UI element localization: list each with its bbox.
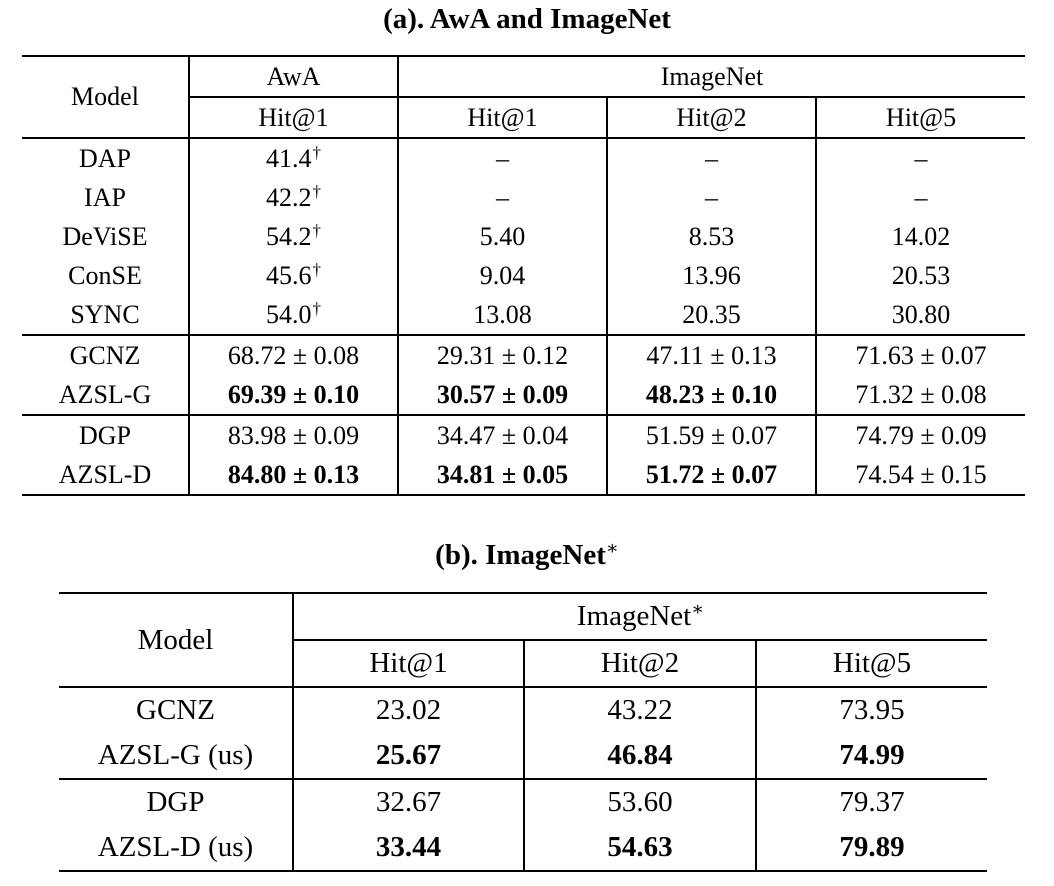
value-cell-best: 51.72 ± 0.07: [607, 455, 816, 495]
header-hit1: Hit@1: [293, 640, 524, 687]
value-cell: 23.02: [293, 687, 524, 733]
header-group-awa: AwA: [189, 56, 398, 97]
value-cell-best: 48.23 ± 0.10: [607, 375, 816, 415]
table-row: [22, 178, 1025, 217]
value-cell: 8.53: [607, 217, 816, 256]
value-cell: 13.08: [398, 295, 607, 335]
table-row: [59, 825, 987, 871]
header-model: Model: [59, 593, 293, 687]
value-cell: 9.04: [398, 256, 607, 295]
value-cell: –: [607, 178, 816, 217]
value-cell: 83.98 ± 0.09: [189, 415, 398, 455]
value-cell: 71.63 ± 0.07: [816, 335, 1025, 375]
model-cell: SYNC: [22, 295, 189, 335]
caption-table-a: (a). AwA and ImageNet: [383, 3, 671, 35]
value-cell-best: 74.99: [839, 739, 905, 771]
table-row: [22, 375, 1025, 415]
model-cell: GCNZ: [22, 335, 189, 375]
value-cell: –: [398, 178, 607, 217]
value-cell: 47.11 ± 0.13: [607, 335, 816, 375]
value-cell-best: 54.63: [524, 825, 756, 871]
value-cell: 42.2†: [189, 178, 398, 217]
value-cell: 73.95: [756, 687, 987, 733]
value-cell: 53.60: [524, 779, 756, 825]
model-cell: DeViSE: [22, 217, 189, 256]
value-cell: 32.67: [293, 779, 524, 825]
value-cell: 79.37: [756, 779, 987, 825]
model-cell: DGP: [22, 415, 189, 455]
value-cell: 51.59 ± 0.07: [607, 415, 816, 455]
value-cell: 20.53: [891, 260, 951, 290]
value-cell: 41.4†: [189, 138, 398, 178]
model-cell: AZSL-D: [22, 455, 189, 495]
value-cell: 13.96: [607, 256, 816, 295]
value-cell: –: [607, 138, 816, 178]
value-cell: 68.72 ± 0.08: [189, 335, 398, 375]
value-cell: 74.54 ± 0.15: [855, 459, 987, 489]
value-cell: 29.31 ± 0.12: [398, 335, 607, 375]
value-cell: 34.47 ± 0.04: [398, 415, 607, 455]
value-cell: –: [398, 138, 607, 178]
table-row: [22, 335, 1025, 375]
model-cell: AZSL-G: [22, 375, 189, 415]
table-row: [22, 415, 1025, 455]
header-imagenet-hit1: Hit@1: [398, 97, 607, 138]
value-cell-best: 30.57 ± 0.09: [398, 375, 607, 415]
model-cell: GCNZ: [59, 687, 293, 733]
value-cell-best: 33.44: [293, 825, 524, 871]
header-group-imagenet: ImageNet: [398, 56, 1025, 97]
header-imagenet-hit5: Hit@5: [885, 102, 957, 132]
value-cell-best: 84.80 ± 0.13: [189, 455, 398, 495]
caption-table-b: (b). ImageNet∗: [435, 538, 619, 571]
table-row: [22, 138, 1025, 178]
model-cell: DAP: [22, 138, 189, 178]
value-cell: 45.6†: [189, 256, 398, 295]
value-cell: 71.32 ± 0.08: [855, 379, 987, 409]
value-cell-best: 79.89: [839, 831, 905, 863]
value-cell: 30.80: [891, 299, 951, 329]
header-awa-hit1: Hit@1: [189, 97, 398, 138]
value-cell: 5.40: [398, 217, 607, 256]
value-cell: 74.79 ± 0.09: [816, 415, 1025, 455]
table-imagenet-star: [59, 592, 987, 872]
table-row: [59, 779, 987, 825]
table-row: [22, 455, 1025, 495]
header-model: Model: [22, 56, 189, 138]
table-row: [22, 256, 1025, 295]
value-cell-best: 25.67: [293, 733, 524, 779]
value-cell: 54.0†: [189, 295, 398, 335]
value-cell: –: [914, 182, 928, 212]
value-cell: 20.35: [607, 295, 816, 335]
value-cell: 14.02: [891, 221, 951, 251]
table-row: [59, 687, 987, 733]
header-imagenet-hit2: Hit@2: [607, 97, 816, 138]
model-cell: IAP: [22, 178, 189, 217]
model-cell: DGP: [59, 779, 293, 825]
table-row: [22, 217, 1025, 256]
value-cell: 54.2†: [189, 217, 398, 256]
model-cell: AZSL-D (us): [59, 825, 293, 871]
value-cell: –: [816, 138, 1025, 178]
header-group-imagenet-star: ImageNet∗: [293, 593, 987, 640]
header-hit2: Hit@2: [524, 640, 756, 687]
table-awa-imagenet: [22, 55, 1025, 496]
model-cell: AZSL-G (us): [59, 733, 293, 779]
table-row: [22, 295, 1025, 335]
header-hit5: Hit@5: [832, 647, 912, 679]
value-cell-best: 34.81 ± 0.05: [398, 455, 607, 495]
table-row: [59, 733, 987, 779]
model-cell: ConSE: [22, 256, 189, 295]
value-cell: 43.22: [524, 687, 756, 733]
value-cell-best: 46.84: [524, 733, 756, 779]
value-cell-best: 69.39 ± 0.10: [189, 375, 398, 415]
